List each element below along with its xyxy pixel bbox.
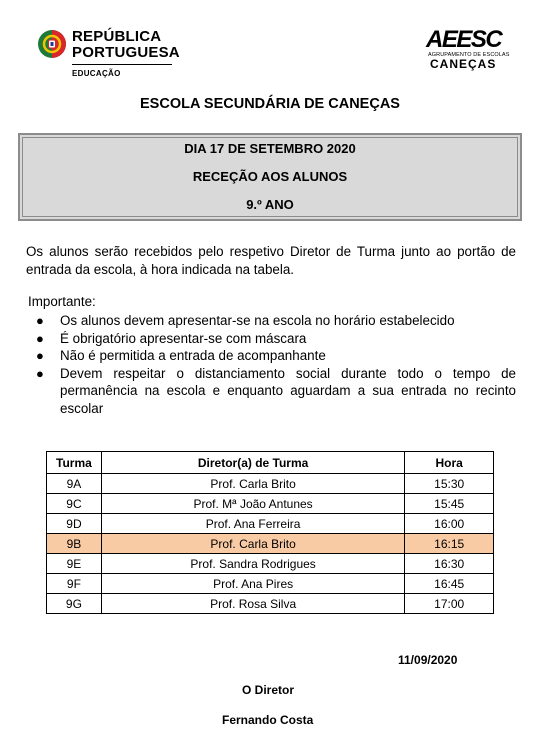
agrupamento-logo — [418, 26, 518, 70]
table-row-highlighted — [47, 534, 494, 554]
rule-item: Os alunos devem apresentar-se na escola no horário estabelecido — [60, 313, 455, 328]
table-row — [47, 514, 494, 534]
event-date: DIA 17 DE SETEMBRO 2020 — [184, 141, 356, 156]
header-turma: Turma — [47, 452, 102, 474]
event-info-box — [18, 133, 522, 221]
republica-portuguesa-logo — [36, 26, 186, 82]
table-row — [47, 594, 494, 614]
logo-subtext: EDUCAÇÃO — [72, 69, 121, 78]
agrupamento-mark: AEESC — [426, 26, 502, 53]
portugal-emblem-icon — [36, 28, 68, 60]
agrupamento-name: CANEÇAS — [430, 57, 497, 71]
agrupamento-subtext: AGRUPAMENTO DE ESCOLAS — [428, 52, 510, 58]
cell-turma: 9B — [47, 534, 102, 554]
rule-item: É obrigatório apresentar-se com máscara — [60, 330, 307, 346]
bullet-icon: ● — [36, 348, 44, 363]
school-title: ESCOLA SECUNDÁRIA DE CANEÇAS — [140, 96, 400, 112]
logo-divider — [72, 64, 172, 65]
cell-hora: 17:00 — [405, 594, 494, 614]
cell-hora: 16:30 — [405, 554, 494, 574]
director-label: O Diretor — [242, 683, 295, 697]
logo-text-line2: PORTUGUESA — [72, 44, 180, 61]
cell-turma: 9D — [47, 514, 102, 534]
cell-diretor: Prof. Ana Ferreira — [101, 514, 404, 534]
cell-turma: 9C — [47, 494, 102, 514]
header-diretor: Diretor(a) de Turma — [101, 452, 404, 474]
table-row — [47, 574, 494, 594]
intro-paragraph: Os alunos serão recebidos pelo respetivo Diretor de Turma junto ao portão de entrada da escola, à hora indicada na tabela. — [26, 244, 516, 277]
schedule-table — [46, 451, 494, 614]
cell-hora: 15:45 — [405, 494, 494, 514]
cell-diretor: Prof. Ana Pires — [101, 574, 404, 594]
cell-hora: 15:30 — [405, 474, 494, 494]
cell-diretor: Prof. Carla Brito — [101, 534, 404, 554]
bullet-icon: ● — [36, 330, 44, 346]
cell-hora: 16:15 — [405, 534, 494, 554]
event-grade: 9.º ANO — [246, 197, 294, 212]
table-row — [47, 474, 494, 494]
header-hora: Hora — [405, 452, 494, 474]
cell-diretor: Prof. Carla Brito — [101, 474, 404, 494]
cell-turma: 9F — [47, 574, 102, 594]
cell-hora: 16:00 — [405, 514, 494, 534]
cell-diretor: Prof. Mª João Antunes — [101, 494, 404, 514]
document-date: 11/09/2020 — [398, 653, 458, 667]
rule-item: Devem respeitar o distanciamento social durante todo o tempo de permanência na escola e enquanto aguardam a sua entrada no recinto escolar — [60, 365, 516, 416]
table-header-row — [47, 452, 494, 474]
rule-item: Não é permitida a entrada de acompanhante — [60, 348, 326, 363]
cell-hora: 16:45 — [405, 574, 494, 594]
cell-turma: 9E — [47, 554, 102, 574]
cell-diretor: Prof. Sandra Rodrigues — [101, 554, 404, 574]
table-row — [47, 494, 494, 514]
logo-text-line1: REPÚBLICA — [72, 28, 162, 45]
table-row — [47, 554, 494, 574]
cell-turma: 9A — [47, 474, 102, 494]
bullet-icon: ● — [36, 313, 44, 328]
event-subject: RECEÇÃO AOS ALUNOS — [192, 169, 348, 184]
bullet-icon: ● — [36, 365, 44, 381]
director-name: Fernando Costa — [222, 713, 314, 727]
important-label: Importante: — [28, 294, 96, 309]
cell-diretor: Prof. Rosa Silva — [101, 594, 404, 614]
cell-turma: 9G — [47, 594, 102, 614]
